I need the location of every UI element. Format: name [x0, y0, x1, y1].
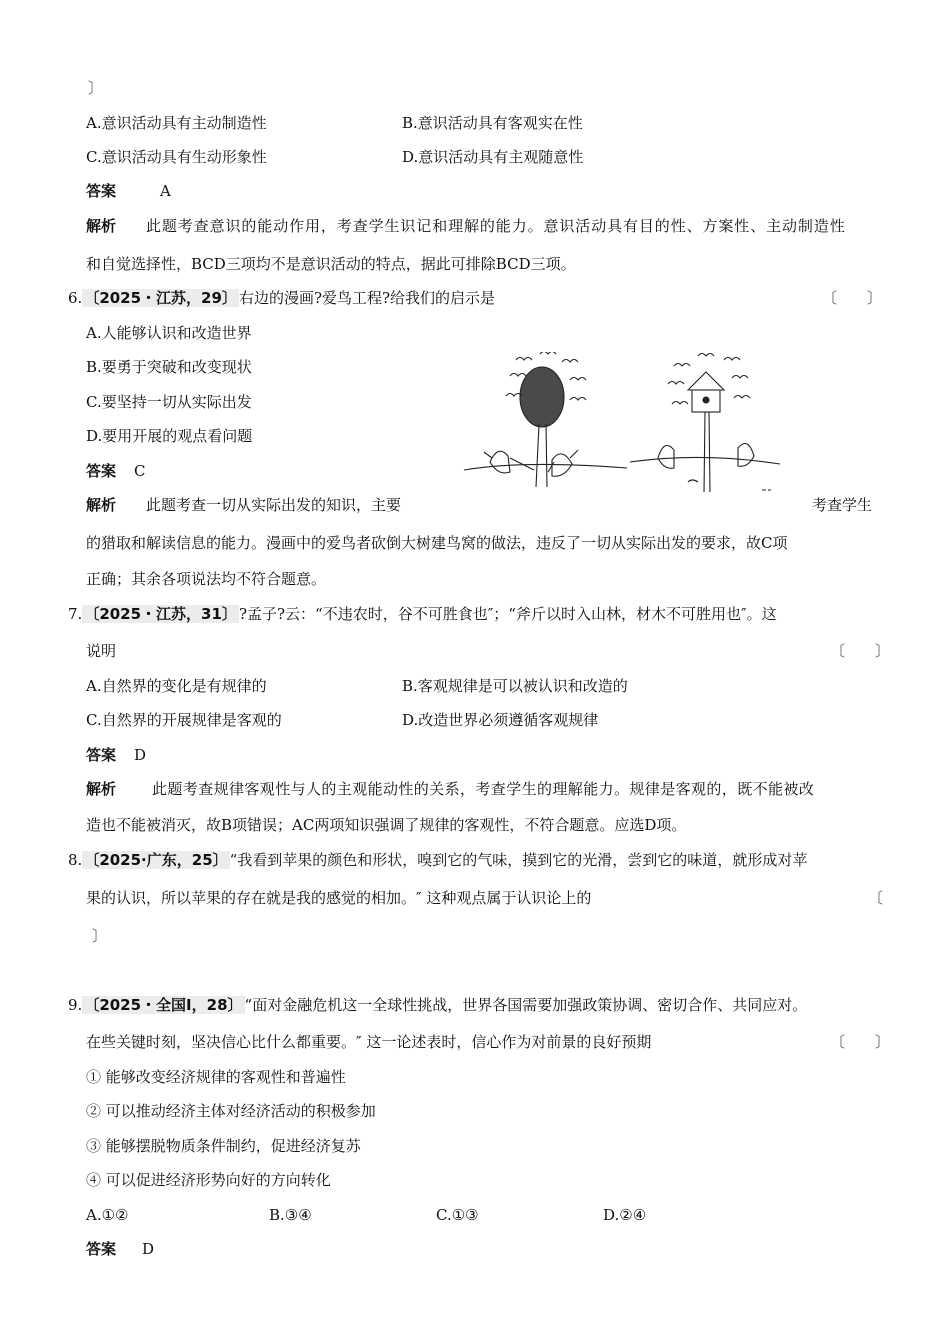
right-ground-line	[630, 457, 780, 464]
q6-analysis-label: 解析	[86, 496, 117, 514]
q5-option-d: D.意识活动具有主观随意性	[402, 148, 584, 166]
q9-number: 9.	[68, 996, 83, 1014]
q6-analysis-line-1a: 此题考查一切从实际出发的知识，主要	[146, 496, 402, 514]
q6-analysis-line-2: 的猎取和解读信息的能力。漫画中的爱鸟者砍倒大树建鸟窝的做法，违反了一切从实际出发的要求，故C项	[86, 534, 788, 552]
q9-option-c: C.①③	[436, 1206, 479, 1224]
q6-stem: 右边的漫画?爱鸟工程?给我们的启示是	[238, 289, 496, 307]
q7-number: 7.	[68, 605, 83, 623]
q7-answer: D	[134, 746, 147, 764]
birdhouse-pole	[704, 412, 710, 492]
q9-option-d: D.②④	[603, 1206, 647, 1224]
q7-analysis-line-1: 此题考查规律客观性与人的主观能动性的关系，考查学生的理解能力。规律是客观的，既不能被改	[152, 780, 815, 798]
tree-trunk	[536, 424, 547, 487]
q8-bracket-open: 〔	[868, 889, 884, 907]
q7-source: 〔2025・江苏，31〕	[84, 605, 237, 623]
bird-house-cartoon	[462, 352, 784, 502]
q6-question	[68, 288, 495, 308]
q6-number: 6.	[68, 289, 83, 307]
tree-canopy	[520, 367, 564, 427]
q9-answer-label: 答案	[86, 1240, 117, 1258]
q9-stem-line-1: “面对金融危机这一全球性挑战，世界各国需要加强政策协调、密切合作、共同应对。	[244, 996, 808, 1014]
q6-option-c: C.要坚持一切从实际出发	[86, 393, 252, 411]
q6-source: 〔2025・江苏，29〕	[84, 289, 237, 307]
q7-answer-bracket: 〔 〕	[830, 642, 891, 660]
q9-answer-bracket: 〔 〕	[830, 1033, 891, 1051]
q6-analysis-line-1b: 考查学生	[812, 496, 873, 514]
q5-analysis-line-1: 此题考查意识的能动作用，考查学生识记和理解的能力。意识活动具有目的性、方案性、主动制造性	[146, 217, 846, 235]
q6-answer: C	[134, 462, 146, 480]
q6-option-b: B.要勇于突破和改变现状	[86, 358, 252, 376]
q5-analysis-line-2: 和自觉选择性，BCD三项均不是意识活动的特点，据此可排除BCD三项。	[86, 255, 576, 273]
q9-question	[68, 995, 807, 1015]
q5-answer-label: 答案	[86, 182, 117, 200]
q9-stem-line-2: 在些关键时刻，坚决信心比什么都重要。″ 这一论述表时，信心作为对前景的良好预期	[86, 1033, 652, 1051]
q7-option-d: D.改造世界必须遵循客观规律	[402, 711, 599, 729]
q9-answer: D	[142, 1240, 155, 1258]
q9-option-b: B.③④	[269, 1206, 312, 1224]
left-person	[490, 451, 510, 473]
q7-option-c: C.自然界的开展规律是客观的	[86, 711, 282, 729]
q5-analysis-label: 解析	[86, 217, 117, 235]
top-bracket: 〕	[88, 79, 104, 97]
q8-stem-line-2: 果的认识，所以苹果的存在就是我的感觉的相加。″ 这种观点属于认识论上的	[86, 889, 592, 907]
q7-stem-line-1: ?孟子?云：“不违农时，谷不可胜食也″；“斧斤以时入山林，材木不可胜用也″。这	[238, 605, 777, 623]
q5-option-c: C.意识活动具有生动形象性	[86, 148, 267, 166]
q7-stem-line-2: 说明	[86, 642, 117, 660]
q6-analysis-line-3: 正确；其余各项说法均不符合题意。	[86, 570, 327, 588]
q9-source: 〔2025・全国Ⅰ，28〕	[84, 996, 243, 1014]
q9-option-a: A.①②	[86, 1206, 129, 1224]
q6-option-a: A.人能够认识和改造世界	[86, 324, 252, 342]
q6-answer-label: 答案	[86, 462, 117, 480]
q8-number: 8.	[68, 851, 83, 869]
birdhouse-roof	[688, 372, 724, 390]
left-ground-line	[464, 464, 627, 470]
q8-question	[68, 850, 807, 870]
q9-item-3: ③ 能够摆脱物质条件制约，促进经济复苏	[86, 1137, 361, 1155]
q5-answer: A	[160, 182, 171, 200]
q7-option-a: A.自然界的变化是有规律的	[86, 677, 267, 695]
q5-option-a: A.意识活动具有主动制造性	[86, 114, 267, 132]
q8-bracket-close: 〕	[92, 927, 108, 945]
q9-item-4: ④ 可以促进经济形势向好的方向转化	[86, 1171, 331, 1189]
q6-answer-bracket: 〔 〕	[822, 289, 883, 307]
q6-option-d: D.要用开展的观点看问题	[86, 427, 253, 445]
q7-analysis-line-2: 造也不能被消灭，故B项错误；AC两项知识强调了规律的客观性，不符合题意。应选D项。	[86, 816, 687, 834]
q8-source: 〔2025·广东，25〕	[84, 851, 228, 869]
q8-stem-line-1: “我看到苹果的颜色和形状，嗅到它的气味，摸到它的光滑，尝到它的味道，就形成对苹	[229, 851, 808, 869]
q7-question	[68, 604, 777, 624]
q7-option-b: B.客观规律是可以被认识和改造的	[402, 677, 628, 695]
q7-analysis-label: 解析	[86, 780, 117, 798]
q9-item-1: ① 能够改变经济规律的客观性和普遍性	[86, 1068, 346, 1086]
q9-item-2: ② 可以推动经济主体对经济活动的积极参加	[86, 1102, 376, 1120]
q5-option-b: B.意识活动具有客观实在性	[402, 114, 583, 132]
q7-answer-label: 答案	[86, 746, 117, 764]
